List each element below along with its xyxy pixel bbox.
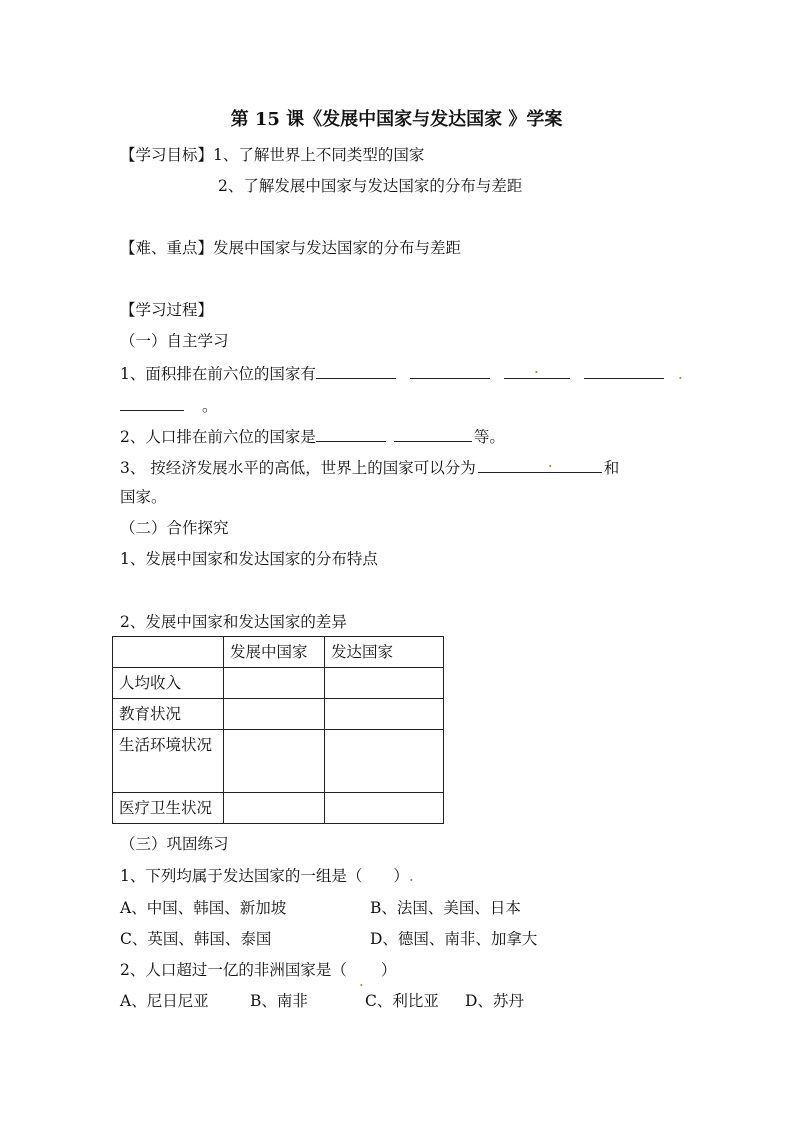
row-label: 生活环境状况: [113, 730, 224, 793]
table-cell[interactable]: [325, 793, 444, 824]
question-3-2-before: 2、人口超过一亿的非洲国家是（: [120, 961, 347, 979]
answer-blank[interactable]: .: [478, 456, 602, 473]
table-row: [113, 668, 444, 699]
objective-item-1: 1、了解世界上不同类型的国家: [213, 146, 425, 164]
section2-heading: （二）合作探究: [120, 519, 229, 537]
option-c[interactable]: C、利比亚: [365, 992, 439, 1010]
row-label: 医疗卫生状况: [113, 793, 224, 824]
row-label: 人均收入: [113, 668, 224, 699]
question-3-2-after: ）: [380, 961, 397, 979]
option-b[interactable]: B、南非: [250, 992, 308, 1010]
question-1-1: 1、面积排在前六位的国家有 . .: [120, 359, 683, 383]
table-header-cell: 发展中国家: [224, 637, 325, 668]
question-3-1: 1、下列均属于发达国家的一组是（ ）.: [120, 867, 414, 885]
question-2-1: 1、发展中国家和发达国家的分布特点: [120, 550, 378, 568]
option-c[interactable]: C、英国、韩国、泰国: [120, 930, 272, 948]
answer-blank[interactable]: [394, 425, 472, 442]
answer-blank[interactable]: [410, 362, 490, 379]
table-row: [113, 793, 444, 824]
objectives-label: 【学习目标】: [120, 146, 214, 164]
key-points-label: 【难、重点】: [120, 239, 214, 257]
table-cell[interactable]: [224, 793, 325, 824]
table-cell[interactable]: [325, 668, 444, 699]
table-row: [113, 730, 444, 793]
answer-blank[interactable]: [316, 362, 396, 379]
answer-blank[interactable]: [316, 425, 386, 442]
process-label: 【学习过程】: [120, 301, 214, 319]
question-1-3-text: 3、 按经济发展水平的高低，世界上的国家可以分为: [120, 459, 476, 477]
question-1-1-cont: [120, 394, 218, 416]
table-cell[interactable]: [224, 668, 325, 699]
table-header-cell: 发达国家: [325, 637, 444, 668]
option-a[interactable]: A、中国、韩国、新加坡: [120, 899, 287, 917]
question-1-2: [120, 425, 505, 447]
question-1-2-end: 等。: [473, 428, 505, 446]
objectives-line-1: [120, 145, 424, 165]
row-label: 教育状况: [113, 699, 224, 730]
section1-heading: （一）自主学习: [120, 332, 229, 350]
section3-heading: （三）巩固练习: [120, 835, 229, 853]
table-cell[interactable]: [224, 730, 325, 793]
answer-blank[interactable]: [120, 394, 184, 411]
answer-blank[interactable]: .: [504, 362, 570, 379]
objective-item-2: 2、了解发展中国家与发达国家的分布与差距: [218, 177, 523, 195]
question-1-1-text: 1、面积排在前六位的国家有: [120, 365, 316, 383]
option-d[interactable]: D、苏丹: [465, 992, 524, 1010]
table-header-row: [113, 637, 444, 668]
page-title: 第 15 课《发展中国家与发达国家 》学案: [230, 109, 563, 130]
table-header-cell: [113, 637, 224, 668]
key-points-line: [120, 238, 461, 258]
question-3-1-text: 1、下列均属于发达国家的一组是（ ）: [120, 867, 409, 885]
question-1-1-end: 。: [202, 397, 218, 415]
table-cell[interactable]: [325, 699, 444, 730]
comparison-table: [112, 636, 444, 824]
answer-blank[interactable]: [584, 362, 664, 379]
table-cell[interactable]: [325, 730, 444, 793]
question-3-2: 2、人口超过一亿的非洲国家是（ . ）: [120, 961, 397, 990]
option-a[interactable]: A、尼日尼亚: [120, 992, 209, 1010]
key-points-text: 发展中国家与发达国家的分布与差距: [213, 239, 462, 257]
option-b[interactable]: B、法国、美国、日本: [370, 899, 521, 917]
question-2-2: 2、发展中国家和发达国家的差异: [120, 613, 347, 631]
table-row: [113, 699, 444, 730]
table-cell[interactable]: [224, 699, 325, 730]
question-1-2-text: 2、人口排在前六位的国家是: [120, 428, 316, 446]
question-1-3-end: 国家。: [120, 488, 167, 506]
option-d[interactable]: D、德国、南非、加拿大: [370, 930, 538, 948]
question-1-3: [120, 453, 620, 478]
question-1-3-mid: 和: [603, 459, 620, 477]
